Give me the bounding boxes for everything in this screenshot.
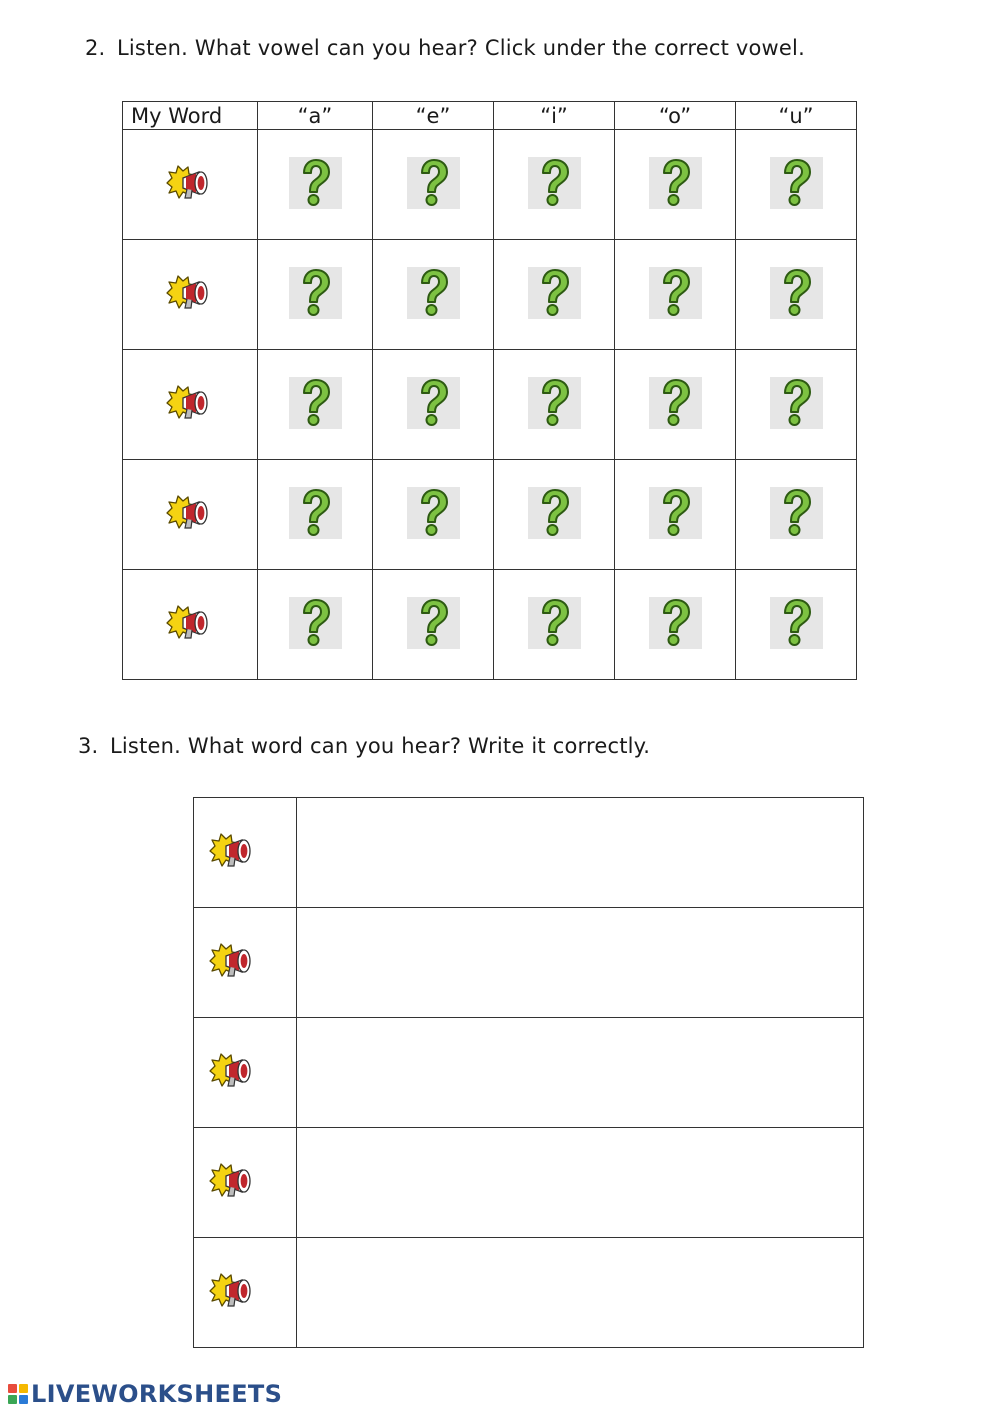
vowel-choice-o[interactable] (649, 157, 702, 209)
question-mark-icon (417, 599, 451, 647)
word-table (193, 797, 864, 1348)
logo-text: LIVEWORKSHEETS (31, 1380, 283, 1408)
megaphone-speaker-icon[interactable] (163, 601, 217, 645)
question-mark-icon (538, 489, 572, 537)
vowel-choice-a[interactable] (289, 157, 342, 209)
question-mark-icon (780, 489, 814, 537)
question-mark-icon (299, 599, 333, 647)
vowel-choice-o[interactable] (649, 267, 702, 319)
word-answer-input[interactable] (297, 1018, 863, 1127)
vowel-choice-e[interactable] (407, 597, 460, 649)
vowel-choice-i[interactable] (528, 487, 581, 539)
section-3-text: Listen. What word can you hear? Write it correctly. (110, 734, 651, 758)
question-mark-icon (417, 159, 451, 207)
question-mark-icon (299, 489, 333, 537)
vowel-cell-e (373, 570, 494, 680)
vowel-choice-i[interactable] (528, 157, 581, 209)
word-speaker-cell (194, 1128, 297, 1238)
question-mark-icon (538, 159, 572, 207)
vowel-table (122, 101, 857, 680)
vowel-choice-a[interactable] (289, 267, 342, 319)
vowel-choice-o[interactable] (649, 487, 702, 539)
header-my-word: My Word (123, 102, 258, 130)
vowel-cell-i (494, 460, 615, 570)
word-table-row (194, 1128, 864, 1238)
question-mark-icon (780, 599, 814, 647)
megaphone-speaker-icon[interactable] (206, 939, 260, 983)
vowel-cell-a (258, 460, 373, 570)
question-mark-icon (538, 599, 572, 647)
vowel-cell-o (615, 240, 736, 350)
word-answer-cell (297, 1128, 864, 1238)
question-mark-icon (780, 379, 814, 427)
header-vowel-i: “i” (494, 102, 615, 130)
question-mark-icon (417, 269, 451, 317)
word-table-row (194, 1238, 864, 1348)
megaphone-speaker-icon[interactable] (163, 381, 217, 425)
word-answer-input[interactable] (297, 1128, 863, 1237)
question-mark-icon (659, 269, 693, 317)
section-3-number: 3. (78, 734, 99, 758)
word-answer-input[interactable] (297, 1238, 863, 1347)
vowel-cell-i (494, 240, 615, 350)
word-table-row (194, 908, 864, 1018)
my-word-cell (123, 570, 258, 680)
section-3-instruction (78, 734, 650, 758)
vowel-table-header-row (123, 102, 857, 130)
my-word-cell (123, 240, 258, 350)
vowel-choice-u[interactable] (770, 157, 823, 209)
section-2-instruction (85, 36, 805, 60)
megaphone-speaker-icon[interactable] (163, 271, 217, 315)
vowel-cell-a (258, 350, 373, 460)
question-mark-icon (417, 489, 451, 537)
logo-mark-icon (8, 1384, 28, 1404)
vowel-cell-u (736, 570, 857, 680)
word-answer-cell (297, 798, 864, 908)
my-word-cell (123, 460, 258, 570)
vowel-cell-e (373, 240, 494, 350)
vowel-cell-u (736, 460, 857, 570)
vowel-choice-u[interactable] (770, 267, 823, 319)
vowel-choice-u[interactable] (770, 377, 823, 429)
vowel-cell-e (373, 130, 494, 240)
vowel-table-row (123, 350, 857, 460)
vowel-cell-e (373, 460, 494, 570)
my-word-cell (123, 130, 258, 240)
header-vowel-u: “u” (736, 102, 857, 130)
vowel-choice-u[interactable] (770, 487, 823, 539)
vowel-choice-i[interactable] (528, 377, 581, 429)
megaphone-speaker-icon[interactable] (206, 1049, 260, 1093)
megaphone-speaker-icon[interactable] (206, 829, 260, 873)
vowel-choice-e[interactable] (407, 377, 460, 429)
vowel-choice-u[interactable] (770, 597, 823, 649)
question-mark-icon (299, 159, 333, 207)
vowel-cell-o (615, 350, 736, 460)
question-mark-icon (780, 269, 814, 317)
vowel-cell-o (615, 570, 736, 680)
vowel-cell-i (494, 130, 615, 240)
vowel-cell-i (494, 350, 615, 460)
liveworksheets-logo (8, 1380, 282, 1408)
question-mark-icon (299, 269, 333, 317)
word-answer-cell (297, 1238, 864, 1348)
vowel-table-row (123, 130, 857, 240)
question-mark-icon (659, 159, 693, 207)
vowel-table-row (123, 460, 857, 570)
vowel-choice-o[interactable] (649, 597, 702, 649)
vowel-choice-e[interactable] (407, 157, 460, 209)
vowel-choice-o[interactable] (649, 377, 702, 429)
vowel-cell-e (373, 350, 494, 460)
word-table-row (194, 1018, 864, 1128)
megaphone-speaker-icon[interactable] (206, 1159, 260, 1203)
vowel-choice-i[interactable] (528, 267, 581, 319)
word-answer-input[interactable] (297, 798, 863, 907)
header-vowel-e: “e” (373, 102, 494, 130)
vowel-cell-a (258, 240, 373, 350)
vowel-cell-a (258, 130, 373, 240)
question-mark-icon (538, 379, 572, 427)
vowel-cell-u (736, 130, 857, 240)
section-2-text: Listen. What vowel can you hear? Click under the correct vowel. (117, 36, 805, 60)
question-mark-icon (659, 489, 693, 537)
vowel-choice-a[interactable] (289, 377, 342, 429)
vowel-choice-a[interactable] (289, 487, 342, 539)
vowel-table-row (123, 240, 857, 350)
vowel-table-row (123, 570, 857, 680)
vowel-cell-o (615, 130, 736, 240)
word-answer-input[interactable] (297, 908, 863, 1017)
word-answer-cell (297, 1018, 864, 1128)
word-speaker-cell (194, 1238, 297, 1348)
word-table-row (194, 798, 864, 908)
question-mark-icon (659, 379, 693, 427)
question-mark-icon (780, 159, 814, 207)
header-vowel-o: “o” (615, 102, 736, 130)
vowel-choice-e[interactable] (407, 267, 460, 319)
question-mark-icon (417, 379, 451, 427)
vowel-choice-a[interactable] (289, 597, 342, 649)
megaphone-speaker-icon[interactable] (163, 491, 217, 535)
vowel-cell-a (258, 570, 373, 680)
vowel-cell-u (736, 240, 857, 350)
section-2-number: 2. (85, 36, 106, 60)
vowel-cell-u (736, 350, 857, 460)
header-vowel-a: “a” (258, 102, 373, 130)
word-speaker-cell (194, 798, 297, 908)
vowel-cell-i (494, 570, 615, 680)
word-answer-cell (297, 908, 864, 1018)
megaphone-speaker-icon[interactable] (206, 1269, 260, 1313)
word-speaker-cell (194, 1018, 297, 1128)
question-mark-icon (538, 269, 572, 317)
vowel-cell-o (615, 460, 736, 570)
question-mark-icon (659, 599, 693, 647)
word-speaker-cell (194, 908, 297, 1018)
vowel-choice-i[interactable] (528, 597, 581, 649)
my-word-cell (123, 350, 258, 460)
megaphone-speaker-icon[interactable] (163, 161, 217, 205)
vowel-choice-e[interactable] (407, 487, 460, 539)
question-mark-icon (299, 379, 333, 427)
